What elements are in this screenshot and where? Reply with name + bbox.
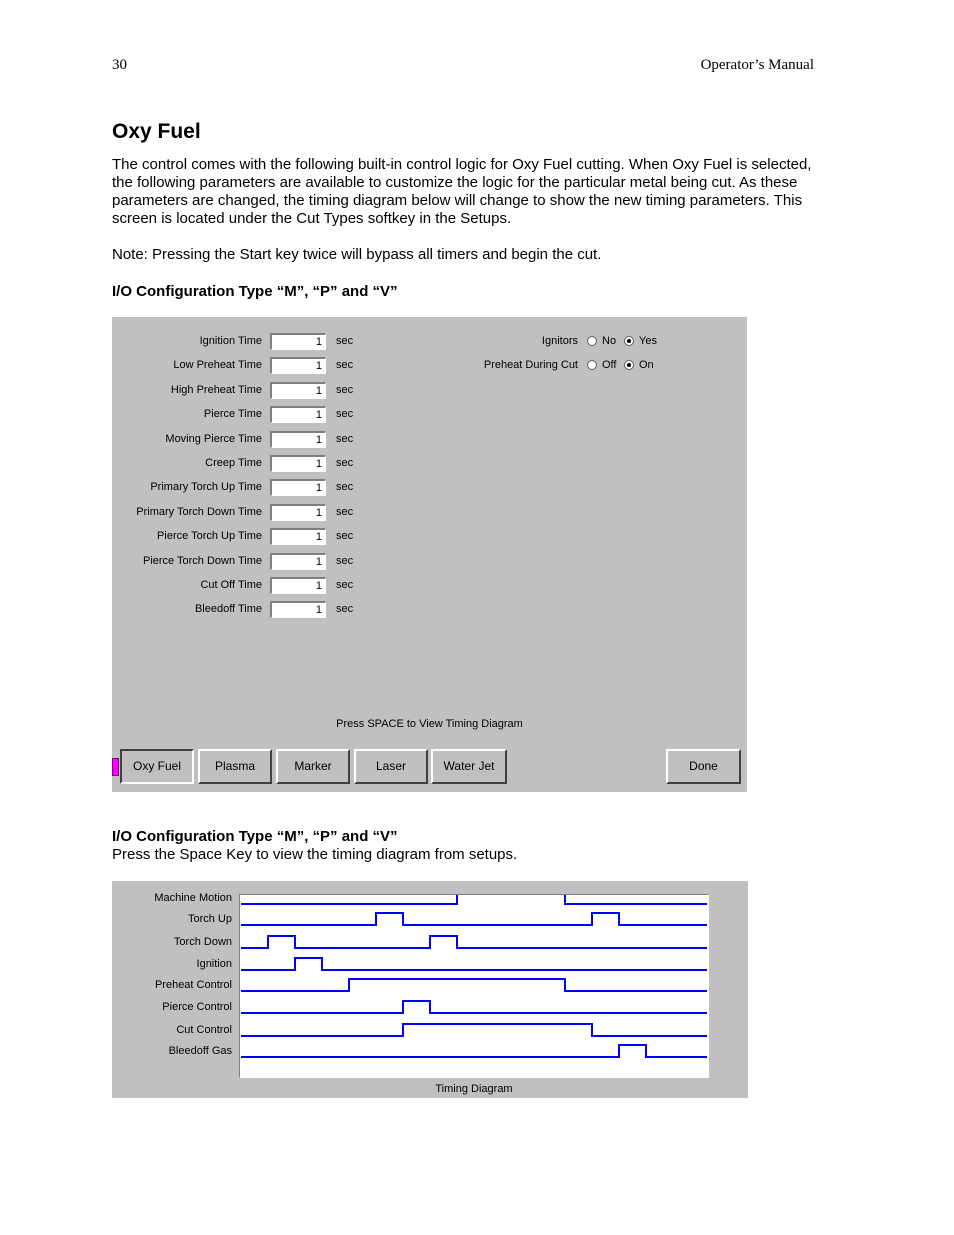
space-key-note: Press the Space Key to view the timing diagram from setups. [112,846,518,863]
param-value-field[interactable]: 1 [270,431,326,448]
signal-label: Cut Control [176,1024,232,1036]
param-label: Pierce Torch Down Time [142,554,262,567]
subheading-io-config: I/O Configuration Type “M”, “P” and “V” [112,283,398,300]
param-value-field[interactable]: 1 [270,479,326,496]
param-unit: sec [336,530,354,543]
param-label: Primary Torch Down Time [136,505,262,518]
param-unit: sec [336,383,354,396]
done-button[interactable]: Done [666,749,741,784]
param-label: Ignition Time [199,335,262,347]
signal-trace [241,1024,707,1036]
signal-label: Torch Up [187,913,232,925]
param-label: Primary Torch Up Time [150,481,262,494]
param-value-field[interactable]: 1 [270,528,326,545]
softkey-plasma[interactable]: Plasma [198,749,272,784]
setup-screen [112,317,747,792]
ignitors-yes-label: Yes [639,335,657,347]
signal-label: Pierce Control [162,1001,232,1013]
preheat-off-label: Off [602,359,617,371]
param-value-field[interactable]: 1 [270,357,326,374]
ignitors-no-label: No [602,335,617,347]
param-unit: sec [336,335,354,347]
selection-indicator-icon [112,758,119,776]
param-label: Bleedoff Time [194,603,262,616]
signal-label: Bleedoff Gas [168,1045,232,1057]
signal-trace [241,895,707,904]
ignitors-label: Ignitors [541,335,578,347]
param-unit: sec [336,579,354,591]
param-label: Cut Off Time [200,579,262,591]
softkey-water-jet[interactable]: Water Jet [431,749,507,784]
param-label: Moving Pierce Time [165,432,262,445]
ignitors-yes-radio[interactable] [624,336,634,346]
softkey-oxy-fuel[interactable]: Oxy Fuel [120,749,194,784]
param-value-field[interactable]: 1 [270,406,326,423]
param-value-field[interactable]: 1 [270,382,326,399]
signal-trace [241,913,707,925]
param-label: Creep Time [205,457,262,469]
preheat-on-label: On [639,359,654,371]
param-unit: sec [336,505,354,518]
signal-trace [241,979,707,991]
param-unit: sec [336,432,354,445]
param-unit: sec [336,359,354,372]
ignitors-no-radio[interactable] [587,336,597,346]
timing-diagram-plot [240,895,708,1077]
intro-paragraph: The control comes with the following built-in control logic for Oxy Fuel cutting. When Oxy Fuel is selected, the following parameters are available to customize the logic for the particular metal being cut. As these parameters are changed, the timing diagram below will change to show the new timing parameters. This screen is located under the Cut Types softkey in the Setups. [112,156,812,227]
param-unit: sec [336,603,354,616]
param-value-field[interactable]: 1 [270,504,326,521]
page-number: 30 [112,57,127,73]
signal-label: Ignition [196,958,232,970]
softkey-laser[interactable]: Laser [354,749,428,784]
preheat-during-cut-label: Preheat During Cut [483,359,578,371]
timing-diagram-screen [112,881,748,1098]
param-unit: sec [336,457,354,469]
signal-trace [241,1001,707,1013]
signal-label: Torch Down [173,936,232,948]
softkey-marker[interactable]: Marker [276,749,350,784]
manual-title: Operator’s Manual [700,57,814,73]
param-label: Low Preheat Time [173,359,262,372]
param-unit: sec [336,408,354,421]
preheat-off-radio[interactable] [587,360,597,370]
param-value-field[interactable]: 1 [270,455,326,472]
param-label: Pierce Torch Up Time [157,530,262,543]
param-unit: sec [336,554,354,567]
param-value-field[interactable]: 1 [270,601,326,618]
param-label: Pierce Time [203,408,262,421]
timing-diagram-caption: Timing Diagram [435,1083,513,1095]
param-value-field[interactable]: 1 [270,553,326,570]
timing-diagram-frame [239,894,709,1078]
signal-trace [241,936,707,948]
signal-trace [241,1045,707,1057]
signal-label: Machine Motion [154,892,232,904]
param-label: High Preheat Time [170,383,262,396]
press-space-hint: Press SPACE to View Timing Diagram [336,718,523,730]
param-unit: sec [336,481,354,494]
signal-trace [241,958,707,970]
param-value-field[interactable]: 1 [270,333,326,350]
note-paragraph: Note: Pressing the Start key twice will bypass all timers and begin the cut. [112,246,602,263]
preheat-on-radio[interactable] [624,360,634,370]
signal-label: Preheat Control [154,979,232,991]
subheading-io-config-2: I/O Configuration Type “M”, “P” and “V” [112,828,398,845]
param-value-field[interactable]: 1 [270,577,326,594]
section-title: Oxy Fuel [112,120,201,143]
